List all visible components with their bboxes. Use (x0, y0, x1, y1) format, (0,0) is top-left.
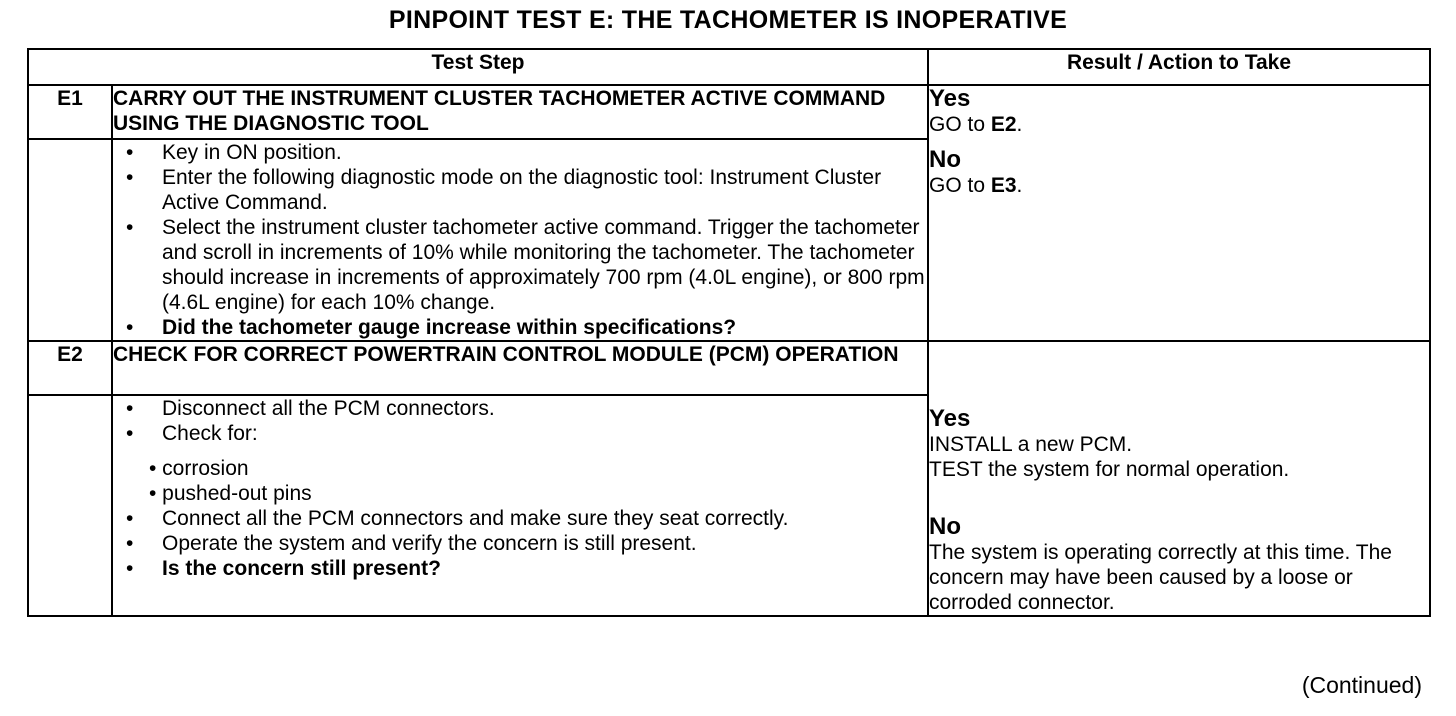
sub-list-item: • pushed-out pins (149, 482, 312, 505)
yes-action-e2-line2: TEST the system for normal operation. (929, 458, 1290, 481)
step-e1-title-row (28, 85, 1430, 139)
list-item (113, 215, 927, 315)
yes-target-e1: E2 (990, 113, 1017, 136)
no-label-e2: No (929, 513, 961, 540)
header-test-step: Test Step (28, 49, 928, 85)
bullet-icon: • (126, 316, 134, 339)
bullet-icon: • (126, 166, 134, 189)
page-title: PINPOINT TEST E: THE TACHOMETER IS INOPERATIVE (388, 6, 1068, 34)
bullet-icon: • (126, 507, 134, 530)
step-id-e2: E2 (28, 341, 112, 395)
result-cell-e1 (928, 85, 1430, 341)
yes-action-text-e1: GO to (929, 113, 991, 136)
yes-period-e1: . (1016, 113, 1023, 136)
step-body-e1 (112, 139, 928, 341)
yes-label-e2: Yes (929, 405, 971, 432)
list-item (113, 421, 927, 446)
step-text: Check for: (162, 422, 258, 445)
continued-note: (Continued) (1301, 672, 1422, 698)
no-action-text-e1: GO to (929, 174, 991, 197)
list-item (113, 396, 927, 421)
step-text: Operate the system and verify the concern is still present. (162, 532, 697, 555)
no-action-e2: The system is operating correctly at this time. The concern may have been caused by a loose or corroded connector. (929, 541, 1392, 614)
header-result-action: Result / Action to Take (928, 49, 1430, 85)
step-question-e1: Did the tachometer gauge increase within specifications? (162, 316, 737, 339)
header-row (28, 49, 1430, 85)
yes-label-e1: Yes (929, 85, 971, 112)
step-id-e1: E1 (28, 85, 112, 139)
sub-list-item: • corrosion (149, 457, 249, 480)
step-body-e2 (112, 395, 928, 616)
list-item (113, 531, 927, 556)
bullet-icon: • (126, 216, 134, 239)
result-cell-e2 (928, 341, 1430, 616)
step-text: Enter the following diagnostic mode on the diagnostic tool: Instrument Cluster Active Command. (162, 166, 882, 214)
no-label-e1: No (929, 146, 961, 173)
list-item (113, 315, 927, 340)
no-action-e1 (929, 173, 1429, 198)
step-e2-title-row (28, 341, 1430, 395)
step-text: Select the instrument cluster tachometer active command. Trigger the tachometer and scroll in increments of 10% while monitoring the tachometer. The tachometer should increase in increments of approximately 700 rpm (4.0L engine), or 800 rpm (4.6L engine) for each 10% change. (162, 216, 925, 314)
bullet-icon: • (126, 397, 134, 420)
no-period-e1: . (1016, 174, 1023, 197)
step-text: Connect all the PCM connectors and make sure they seat correctly. (162, 507, 789, 530)
pinpoint-test-table (27, 48, 1431, 617)
step-text: Key in ON position. (162, 141, 342, 164)
bullet-icon: • (126, 141, 134, 164)
no-target-e1: E3 (990, 174, 1017, 197)
step-question-e2: Is the concern still present? (162, 557, 441, 580)
list-item (113, 165, 927, 215)
step-title-e1: CARRY OUT THE INSTRUMENT CLUSTER TACHOMETER ACTIVE COMMAND USING THE DIAGNOSTIC TOOL (112, 85, 928, 139)
blank-id-cell (28, 139, 112, 341)
blank-id-cell (28, 395, 112, 616)
list-item (113, 140, 927, 165)
yes-action-e2-line1: INSTALL a new PCM. (929, 433, 1133, 456)
yes-action-e1 (929, 112, 1429, 137)
step-title-e2: CHECK FOR CORRECT POWERTRAIN CONTROL MODULE (PCM) OPERATION (112, 341, 928, 395)
step-text: Disconnect all the PCM connectors. (162, 397, 495, 420)
bullet-icon: • (126, 557, 134, 580)
bullet-icon: • (126, 422, 134, 445)
bullet-icon: • (126, 532, 134, 555)
list-item (113, 506, 927, 531)
list-item (113, 556, 927, 581)
